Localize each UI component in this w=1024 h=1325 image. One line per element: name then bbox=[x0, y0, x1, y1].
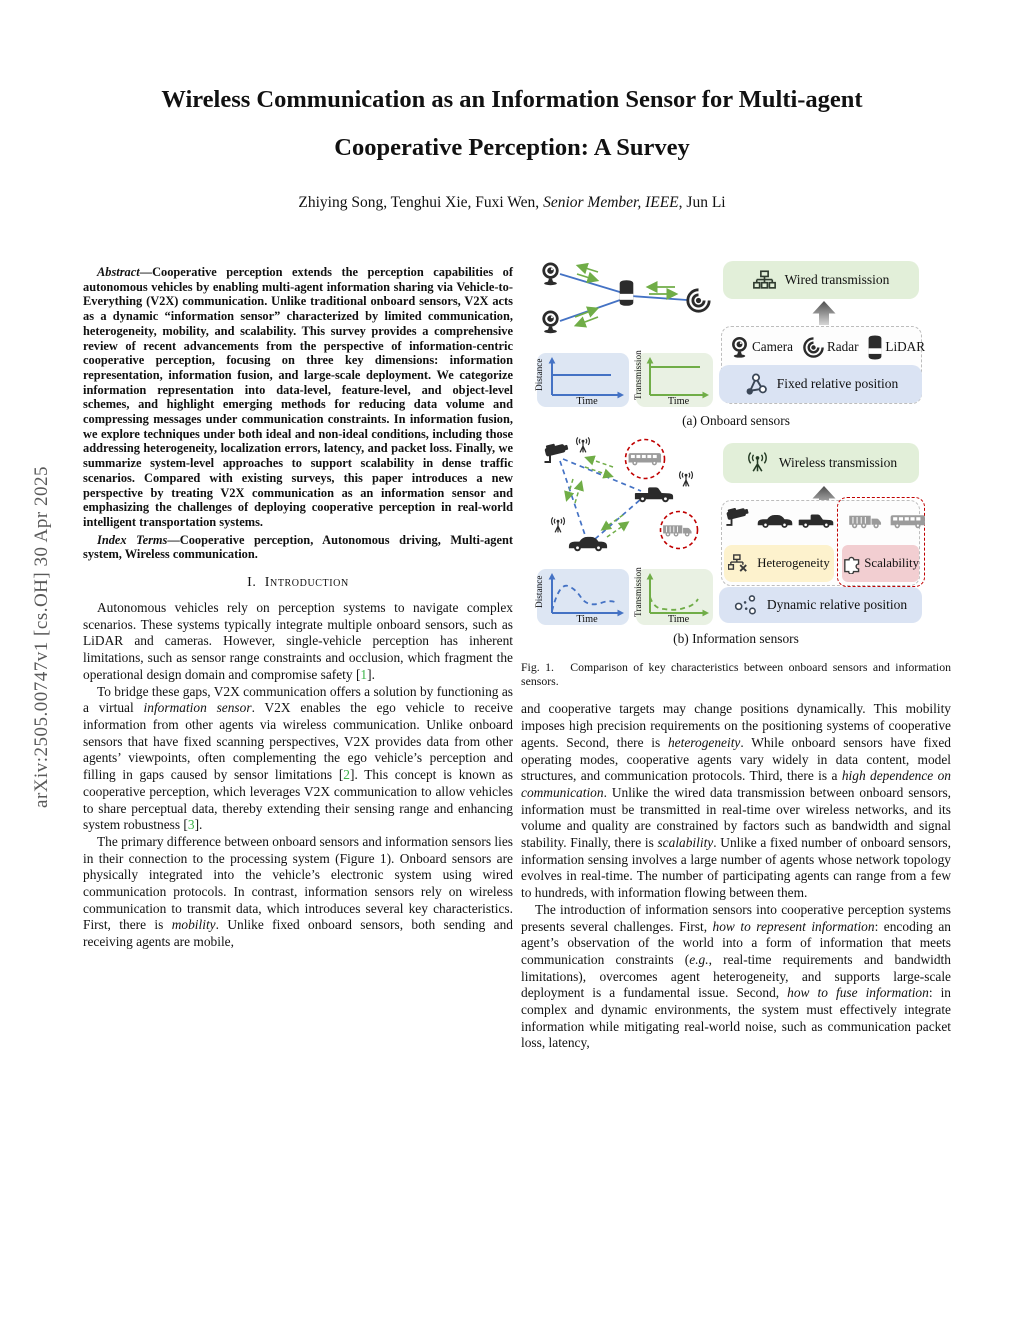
truck-icon bbox=[849, 516, 881, 529]
left-column bbox=[83, 265, 513, 951]
abstract-paragraph: Abstract—Cooperative perception extends the perception capabilities of autonomous vehicles by enabling multi-agent information sharing via Vehicle-to-Everything (V2X) communication. Unlike traditional onboard sensors, V2X acts as a dynamic “information sensor” characterized by limited communication, heterogeneity, mobility, and scalability. This survey provides a comprehensive review of recent advancements from the perspective of information-centric cooperative perception, focusing on three key dimensions: information representation, information fusion, and large-scale deployment. We categorize information representation into data-level, feature-level, and object-level schemes, and highlight emerging methods for reducing data volume and compressing messages under communication constraints. In information fusion, we explore techniques under both ideal and non-ideal conditions, including those addressing heterogeneity, localization errors, latency, and packet loss. Finally, we summarize system-level approaches to support scalability in dense traffic scenarios. Compared with existing surveys, this paper introduces a new perspective by treating V2X communication as an information sensor and emphasizing the challenges of deploying cooperative perception in real-world intelligent transportation systems. bbox=[83, 265, 513, 529]
paragraph: The introduction of information sensors into cooperative perception systems presents several challenges. First, how to represent information: encoding an agent’s observation of the world into a form of information that meets communication constraints (e.g., real-time requirements and bandwidth limitations), overcomes agent heterogeneity, and supports large-scale deployment is a fundamental issue. Second, how to fuse information: in complex and dynamic environments, the system must effectively integrate information while mitigating real-world noise, such as communication packet loss, latency, bbox=[521, 901, 952, 1051]
bus-icon bbox=[629, 453, 661, 465]
transmission-time-plot-a bbox=[634, 350, 713, 407]
information-sensors-diagram bbox=[527, 437, 719, 567]
lidar-icon bbox=[869, 335, 882, 359]
agent-row bbox=[725, 505, 927, 530]
cctv-camera-icon bbox=[544, 441, 569, 462]
dynamic-relative-position-box bbox=[719, 587, 922, 623]
wireless-transmission-box bbox=[723, 443, 919, 483]
antenna-icon bbox=[577, 437, 590, 452]
lidar-label: LiDAR bbox=[885, 339, 925, 354]
x-axis-label: Time bbox=[576, 614, 598, 625]
car-icon bbox=[569, 537, 607, 551]
antenna-icon bbox=[680, 471, 693, 486]
wired-transmission-box bbox=[723, 261, 919, 299]
authors-line: Zhiying Song, Tenghui Xie, Fuxi Wen, Senior Member, IEEE, Jun Li bbox=[298, 194, 726, 211]
figure-1 bbox=[521, 253, 951, 653]
x-axis-label: Time bbox=[667, 614, 690, 625]
transmission-time-plot-b bbox=[636, 569, 713, 625]
section-heading-introduction bbox=[83, 575, 513, 591]
radar-label: Radar bbox=[826, 339, 859, 354]
x-axis-label: Time bbox=[667, 396, 690, 407]
cctv-camera-icon bbox=[726, 505, 749, 525]
paragraph: To bridge these gaps, V2X communication offers a solution by functioning as a virtual information sensor. V2X enables the ego vehicle to receive information from other agents via wireless communication. Unlike onboard sensors that have fixed scanning perspectives, V2X provides data from other agents’ viewpoints, often complementing the ego vehicle’s perception and filling in gaps caused by sensor limitations [2]. This concept is known as cooperative perception, which leverages V2X communication to allow vehicles to share perceptual data, thereby extending their sensing range and enhancing system robustness [3]. bbox=[83, 683, 513, 833]
paragraph: The primary difference between onboard sensors and information sensors lies in their connection to the processing system (Figure 1). Onboard sensors are physically integrated into the vehicle’s electronic system using wired communication protocols. In contrast, information sensors rely on wireless communication to transmit data, which introduces several key characteristics. First, there is mobility. Unlike fixed onboard sensors, both sending and receiving agents are mobile, bbox=[83, 833, 513, 950]
section-number: I. bbox=[247, 575, 257, 591]
scalability-box bbox=[842, 545, 919, 582]
heterogeneity-label: Heterogeneity bbox=[757, 556, 830, 570]
bus-icon bbox=[891, 515, 925, 528]
pickup-truck-icon bbox=[799, 514, 834, 527]
scalability-label: Scalability bbox=[864, 556, 919, 570]
camera-label: Camera bbox=[752, 339, 794, 354]
heterogeneous-network-icon bbox=[729, 554, 747, 570]
radar-item bbox=[802, 336, 859, 359]
truck-icon bbox=[663, 525, 691, 536]
pickup-truck-icon bbox=[635, 487, 673, 502]
triangle-network-icon bbox=[746, 374, 765, 394]
index-terms-paragraph: Index Terms—Cooperative perception, Autonomous driving, Multi-agent system, Wireless communication. bbox=[83, 532, 513, 562]
distance-time-plot-b bbox=[537, 569, 629, 625]
subfigure-b-label: (b) Information sensors bbox=[673, 631, 799, 646]
sensor-row bbox=[723, 331, 931, 363]
paragraph: Autonomous vehicles rely on perception systems to navigate complex scenarios. These systems typically integrate multiple onboard sensors, such as LiDAR and cameras. However, single-vehicle perception has inherent limitations, such as sensor range constraints and occlusion, which fragment the operational design domain and compromise safety [1]. bbox=[83, 600, 513, 682]
wireless-antenna-icon bbox=[749, 452, 766, 471]
webcam-icon bbox=[542, 310, 558, 333]
car-icon bbox=[758, 515, 793, 528]
heterogeneity-box bbox=[724, 545, 834, 582]
camera-item bbox=[729, 335, 793, 359]
antenna-icon bbox=[552, 517, 565, 532]
y-axis-label: Distance bbox=[535, 575, 545, 609]
lidar-icon bbox=[620, 280, 634, 306]
radar-icon bbox=[688, 290, 709, 311]
onboard-sensors-diagram bbox=[527, 255, 723, 351]
arxiv-sidebar-label: arXiv:2505.00747v1 [cs.OH] 30 Apr 2025 bbox=[31, 466, 52, 808]
up-arrow bbox=[811, 300, 837, 326]
molecule-icon bbox=[736, 596, 756, 614]
camera-icon bbox=[732, 337, 747, 358]
x-axis-label: Time bbox=[576, 396, 598, 407]
webcam-icon bbox=[542, 262, 558, 285]
subfigure-a-label: (a) Onboard sensors bbox=[682, 413, 790, 428]
wired-network-icon bbox=[753, 271, 774, 288]
y-axis-label: Transmission bbox=[634, 567, 644, 617]
puzzle-icon bbox=[845, 557, 859, 574]
paper-title-line2: Cooperative Perception: A Survey bbox=[334, 134, 690, 161]
section-title: Introduction bbox=[264, 575, 349, 591]
lidar-item bbox=[867, 334, 925, 361]
distance-time-plot-a bbox=[537, 353, 629, 407]
wireless-transmission-label: Wireless transmission bbox=[778, 455, 898, 470]
paper-title-line1: Wireless Communication as an Information Sensor for Multi-agent bbox=[161, 86, 863, 113]
y-axis-label: Transmission bbox=[634, 350, 644, 400]
figure-caption: Fig. 1. Comparison of key characteristics between onboard sensors and information sensors. bbox=[521, 660, 951, 689]
radar-icon bbox=[804, 338, 822, 356]
fixed-relative-position-box bbox=[719, 365, 922, 403]
wired-transmission-label: Wired transmission bbox=[784, 272, 890, 287]
y-axis-label: Distance bbox=[535, 358, 545, 392]
dynamic-relative-position-label: Dynamic relative position bbox=[766, 597, 908, 612]
paragraph: and cooperative targets may change positions dynamically. This mobility imposes high precision requirements on the positioning systems of cooperative agents. Second, there is heterogeneity. While onboard sensors have fixed operating modes, cooperative agents vary widely in data content, model structures, and communication protocols. Third, there is a high dependence on communication. Unlike the wired data transmission between onboard sensors, information must be transmitted in real-time over wireless networks, and its volume and quality are constrained by factors such as bandwidth and signal stability. Finally, there is scalability. Unlike a fixed number of onboard sensors, information sensing involves a large number of agents whose network topology evolves in real-time. The number of participating agents can range from a few to hundreds, with information flowing between them. bbox=[521, 701, 951, 901]
fixed-relative-position-label: Fixed relative position bbox=[776, 376, 899, 391]
right-column bbox=[521, 253, 951, 1052]
